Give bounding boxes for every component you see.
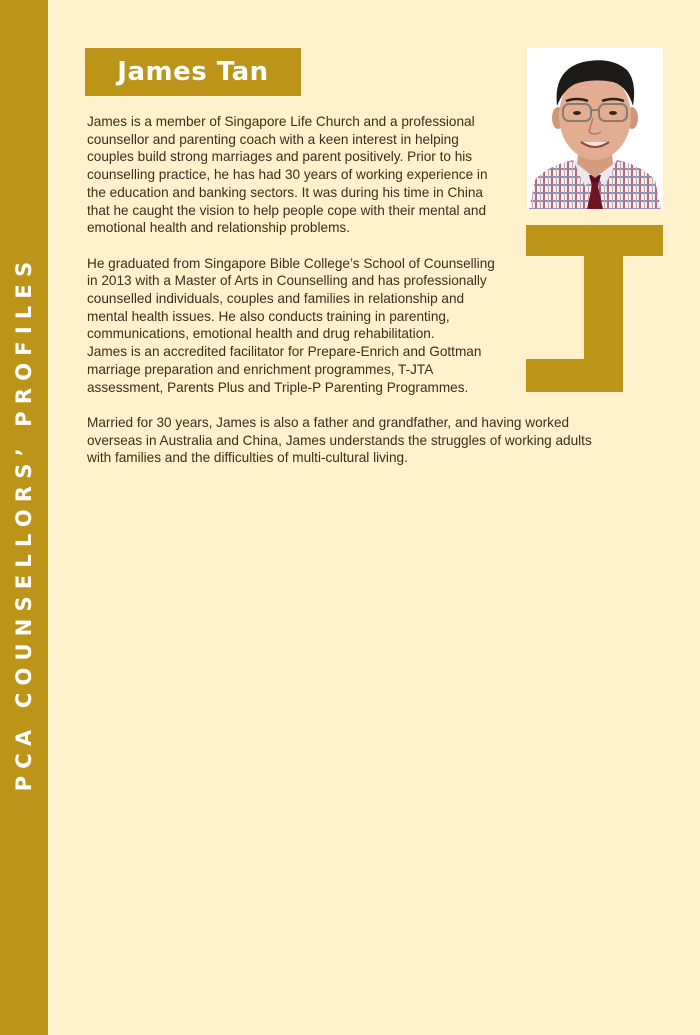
- bio-line: the education and banking sectors. It was during his time in China: [87, 184, 483, 200]
- counsellor-name: James Tan: [117, 57, 269, 87]
- bio-paragraph-1: [87, 113, 519, 237]
- sidebar: [0, 0, 48, 1035]
- bio-line: that he caught the vision to help people cope with their mental and: [87, 202, 487, 218]
- bio-line: overseas in Australia and China, James understands the struggles of working adults: [87, 432, 592, 448]
- bio-line: mental health issues. He also conducts training in parenting,: [87, 308, 450, 324]
- sidebar-title: PCA COUNSELLORS’ PROFILES: [12, 254, 36, 792]
- bio-line: He graduated from Singapore Bible College’s School of Counselling: [87, 255, 495, 271]
- bio-paragraph-2: [87, 255, 519, 397]
- bio-paragraph-3: [87, 414, 627, 467]
- bio-text: [87, 113, 627, 467]
- bio-line: marriage preparation and enrichment programmes, T-JTA: [87, 361, 434, 377]
- bio-line: James is an accredited facilitator for Prepare-Enrich and Gottman: [87, 344, 482, 360]
- bio-line: couples build strong marriages and parent positively. Prior to his: [87, 149, 473, 165]
- bio-line: with families and the difficulties of multi-cultural living.: [87, 450, 408, 466]
- bio-line: in 2013 with a Master of Arts in Counselling and has professionally: [87, 273, 487, 289]
- bio-line: counselled individuals, couples and families in relationship and: [87, 291, 465, 307]
- bio-line: emotional health and relationship problems.: [87, 220, 350, 236]
- bio-line: James is a member of Singapore Life Church and a professional: [87, 114, 475, 129]
- bio-line: assessment, Parents Plus and Triple-P Parenting Programmes.: [87, 379, 469, 395]
- bio-line: counselling practice, he has had 30 years of working experience in: [87, 167, 488, 183]
- name-banner: [85, 48, 301, 96]
- bio-line: Married for 30 years, James is also a father and grandfather, and having worked: [87, 414, 570, 430]
- bio-line: counsellor and parenting coach with a keen interest in helping: [87, 131, 459, 147]
- bio-line: communications, emotional health and drug rehabilitation.: [87, 326, 435, 342]
